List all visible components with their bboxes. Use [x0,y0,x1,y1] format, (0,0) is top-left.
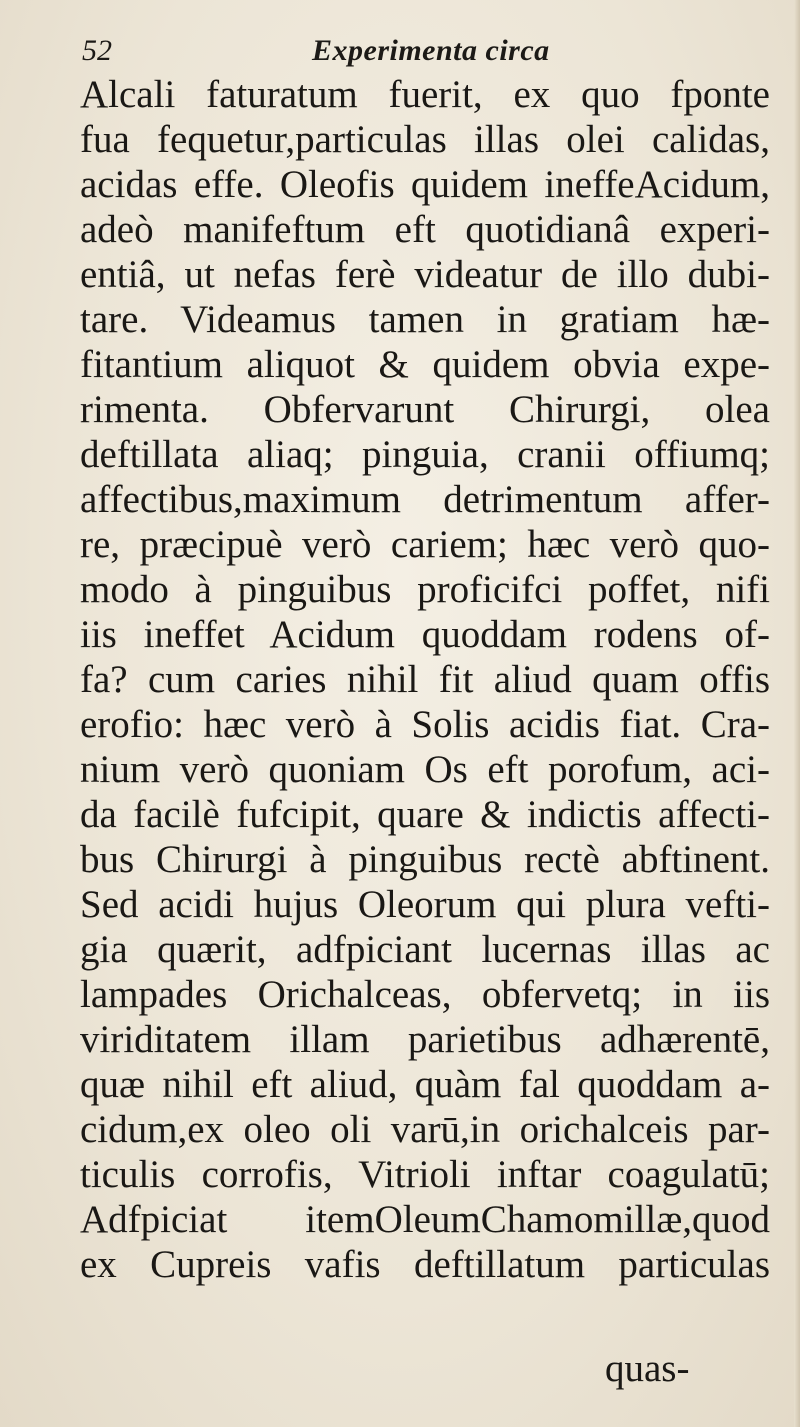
text-line: viriditatem illam parietibus adhærentē, [80,1018,770,1061]
text-line: cidum,ex oleo oli varū,in orichalceis par- [80,1108,770,1151]
text-line: rimenta. Obfervarunt Chirurgi, olea [80,388,770,431]
text-line: gia quærit, adfpiciant lucernas illas ac [80,928,770,971]
text-line: nium verò quoniam Os eft porofum, aci- [80,748,770,791]
text-line: entiâ, ut nefas ferè videatur de illo dubi- [80,253,770,296]
page-number: 52 [82,34,112,67]
text-line: tare. Videamus tamen in gratiam hæ- [80,298,770,341]
text-line: re, præcipuè verò cariem; hæc verò quo- [80,523,770,566]
text-line: lampades Orichalceas, obfervetq; in iis [80,973,770,1016]
text-line: acidas effe. Oleofis quidem ineffeAcidum, [80,163,770,206]
text-line: fua fequetur,particulas illas olei calidas, [80,118,770,161]
text-line: bus Chirurgi à pinguibus rectè abftinent. [80,838,770,881]
text-line: fitantium aliquot & quidem obvia expe- [80,343,770,386]
text-line: modo à pinguibus proficifci poffet, nifi [80,568,770,611]
text-line: iis ineffet Acidum quoddam rodens of- [80,613,770,656]
text-line: Adfpiciat itemOleumChamomillæ,quod [80,1198,770,1241]
text-line: ticulis corrofis, Vitrioli inftar coagulatū; [80,1153,770,1196]
catchword: quas- [605,1347,690,1390]
body-text [80,72,770,1287]
running-head [0,34,800,74]
page-edge [794,0,800,1427]
text-line: da facilè fufcipit, quare & indictis affecti- [80,793,770,836]
text-line: adeò manifeftum eft quotidianâ experi- [80,208,770,251]
running-title: Experimenta circa [312,34,550,67]
text-line: deftillata aliaq; pinguia, cranii offiumq; [80,433,770,476]
text-line: Alcali faturatum fuerit, ex quo fponte [80,73,770,116]
text-line: affectibus,maximum detrimentum affer- [80,478,770,521]
text-line: fa? cum caries nihil fit aliud quam offis [80,658,770,701]
text-line: ex Cupreis vafis deftillatum particulas [80,1243,770,1286]
text-line: Sed acidi hujus Oleorum qui plura vefti- [80,883,770,926]
text-line: quæ nihil eft aliud, quàm fal quoddam a- [80,1063,770,1106]
text-line: erofio: hæc verò à Solis acidis fiat. Cra- [80,703,770,746]
